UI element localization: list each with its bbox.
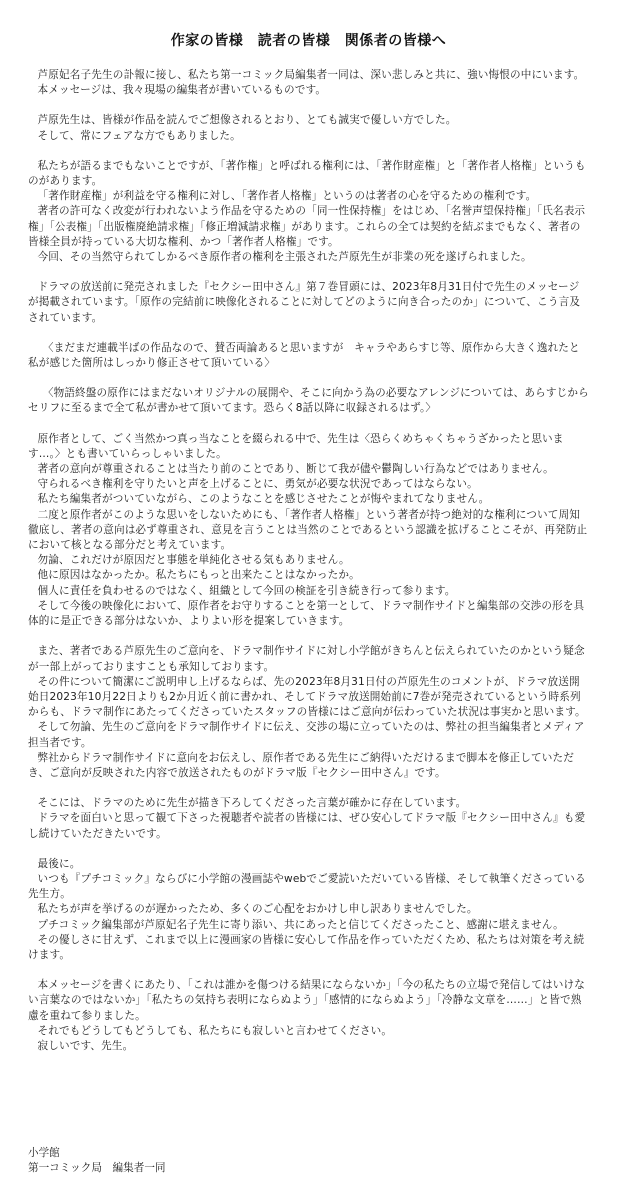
paragraph: 芦原先生は、皆様が作品を読んでご想像されるとおり、とても誠実で優しい方でした。 — [37, 114, 457, 127]
paragraph: 私たち編集者がついていながら、このようなことを感じさせたことが悔やまれてなりません。 — [37, 493, 490, 506]
paragraph: その優しさに甘えず、これまで以上に漫画家の皆様に安心して作品を作っていただくため、私たちは対策を考え続けます。 — [28, 933, 585, 961]
paragraph: 私たちが語るまでもないことですが、「著作権」と呼ばれる権利には、「著作財産権」と「著作者人格権」というものがあります。 — [28, 159, 586, 188]
paragraph: 原作者として、ごく当然かつ真っ当なことを綴られる中で、先生は〈恐らくめちゃくちゃうざかったと思います…。〉とも書いていらっしゃいました。 — [28, 432, 564, 460]
letter-section — [28, 113, 589, 143]
paragraph: 私たちが声を挙げるのが遅かったため、多くのご心配をおかけし申し訳ありませんでした。 — [37, 903, 478, 916]
paragraph: 「著作財産権」が利益を守る権利に対し、「著作者人格権」というのは著者の心を守るための権利です。 — [37, 190, 537, 203]
letter-section — [28, 978, 589, 1054]
paragraph: 個人に責任を負わせるのではなく、組織として今回の検証を引き続き行って参ります。 — [37, 584, 456, 597]
letter-section — [28, 796, 589, 842]
paragraph: 寂しいです、先生。 — [37, 1039, 134, 1052]
quoted-passage — [28, 386, 589, 416]
paragraph: プチコミック編集部が芦原妃名子先生に寄り添い、共にあったと信じてくださったこと、感謝に堪えません。 — [37, 918, 564, 931]
paragraph: 他に原因はなかったか。私たちにもっと出来たことはなかったか。 — [37, 569, 360, 582]
paragraph: 今回、その当然守られてしかるべき原作者の権利を主張された芦原先生が非業の死を遂げられました。 — [37, 251, 532, 264]
paragraph: 芦原妃名子先生の訃報に接し、私たち第一コミック局編集者一同は、深い悲しみと共に、強い悔恨の中にいます。 — [37, 69, 585, 81]
paragraph: 弊社からドラマ制作サイドに意向をお伝えし、原作者である先生にご納得いただけるまで脚本を修正していただき、ご意向が反映された内容で放送されたものがドラマ版『セクシー田中さん』です。 — [28, 751, 574, 779]
paragraph: 著者の許可なく改変が行われないよう作品を守るための「同一性保持権」をはじめ、「名誉声望保持権」「氏名表示権」「公表権」「出版権廃絶請求権」「修正増減請求権」があります。これらの全ては契約を結ぶまでもなく、著者の皆様全員が持っている大切な権利、かつ「著作者人格権」です。 — [28, 205, 586, 248]
paragraph: それでもどうしてもどうしても、私たちにも寂しいと言わせてください。 — [37, 1024, 393, 1037]
paragraph: ドラマを面白いと思って観て下さった視聴者や読者の皆様には、ぜひ安心してドラマ版『セクシー田中さん』も愛し続けていただきたいです。 — [28, 812, 586, 840]
paragraph: そして勿論、先生のご意向をドラマ制作サイドに伝え、交渉の場に立っていたのは、弊社の担当編集者とメディア担当者です。 — [28, 721, 585, 749]
paragraph: 〈まだまだ連載半ばの作品なので、賛否両論あると思いますが キャラやあらすじ等、原作から大きく逸れたと私が感じた箇所はしっかり修正させて頂いている〉 — [28, 341, 580, 370]
letter-section — [28, 68, 589, 98]
letter-section — [28, 432, 589, 630]
letter-section — [28, 857, 589, 963]
paragraph: また、著者である芦原先生のご意向を、ドラマ制作サイドに対し小学館がきちんと伝えられていたのかという疑念が一部上がっておりますことも承知しております。 — [28, 645, 585, 673]
paragraph: 二度と原作者がこのような思いをしないためにも、「著作者人格権」という著者が持つ絶対的な権利について周知徹底し、著者の意向は必ず尊重され、意見を言うことは当然のことであるという認識を拡げることこそが、再発防止において核となる部分だと考えています。 — [28, 508, 588, 552]
paragraph: そこには、ドラマのために先生が描き下ろしてくださった言葉が確かに存在しています。 — [37, 797, 467, 810]
paragraph: その件について簡潔にご説明申し上げるならば、先の2023年8月31日付の芦原先生のコメントが、ドラマ放送開始日2023年10月22日よりも2か月近く前に書かれ、そしてドラマ放送開始前に7巻が発売されているという時系列からも、ドラマ制作にあたってくださっていたスタッフの皆様にはご意向が伝わっていた状況は事実かと思います。 — [28, 675, 586, 719]
paragraph: ドラマの放送前に発売されました『セクシー田中さん』第７巻冒頭には、2023年8月31日付で先生のメッセージが掲載されています。「原作の完結前に映像化されることに対してどのように向き合ったのか」について、こう言及されています。 — [28, 281, 581, 324]
signature-block — [28, 1146, 166, 1176]
paragraph: 〈物語終盤の原作にはまだないオリジナルの展開や、そこに向かう為の必要なアレンジについては、あらすじからセリフに至るまで全て私が書かせて頂いてます。恐らく8話以降に収録されるはず。〉 — [28, 387, 589, 415]
paragraph: いつも『プチコミック』ならびに小学館の漫画誌やwebでご愛読いただいている皆様、そして執筆くださっている先生方。 — [28, 872, 586, 901]
paragraph: 本メッセージを書くにあたり、「これは誰かを傷つける結果にならないか」「今の私たちの立場で発信してはいけない言葉なのではないか」「私たちの気持ち表明にならぬよう」「感情的にならぬよう」「冷静な文章を……」と皆で熟慮を重ねて参りました。 — [28, 979, 585, 1022]
document-title: 作家の皆様 読者の皆様 関係者の皆様へ — [170, 33, 447, 49]
letter-section — [28, 159, 589, 265]
paragraph: 最後に。 — [37, 857, 81, 870]
letter-section — [28, 644, 589, 781]
paragraph: 守られるべき権利を守りたいと声を上げることに、勇気が必要な状況であってはならない。 — [37, 478, 478, 491]
letter-section — [28, 280, 589, 326]
quoted-passage — [28, 341, 589, 371]
document-body — [28, 68, 589, 1054]
signature-department: 第一コミック局 編集者一同 — [28, 1162, 166, 1175]
paragraph: そして今後の映像化において、原作者をお守りすることを第一として、ドラマ制作サイドと編集部の交渉の形を具体的に是正できる部分はないか、よりよい形を提案していきます。 — [28, 599, 585, 628]
paragraph: そして、常にフェアな方でもありました。 — [37, 129, 241, 142]
paragraph: 著者の意向が尊重されることは当たり前のことであり、断じて我が儘や鬱陶しい行為などではありません。 — [37, 463, 554, 476]
signature-company: 小学館 — [28, 1147, 60, 1159]
paragraph: 勿論、これだけが原因だと事態を単純化させる気もありません。 — [37, 554, 350, 567]
paragraph: 本メッセージは、我々現場の編集者が書いているものです。 — [37, 84, 327, 97]
